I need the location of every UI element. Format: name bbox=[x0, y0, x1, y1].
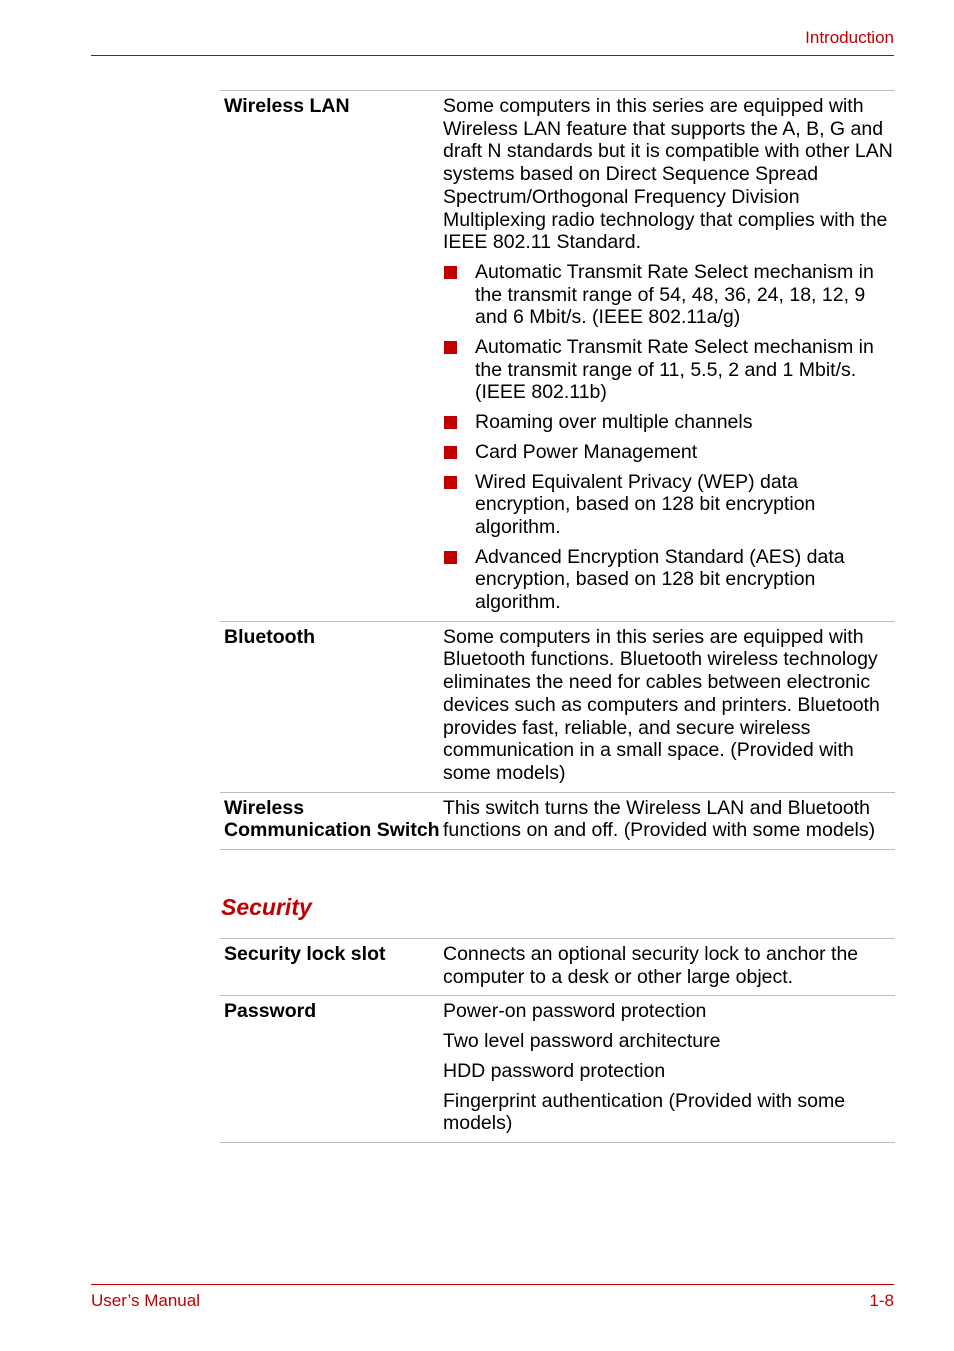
section-heading-security: Security bbox=[221, 894, 312, 920]
square-bullet-icon bbox=[444, 416, 457, 429]
wireless-spec-table bbox=[220, 90, 895, 850]
row-description bbox=[443, 95, 895, 614]
list-item bbox=[443, 546, 895, 614]
footer-divider bbox=[91, 1284, 894, 1285]
list-item bbox=[443, 261, 895, 329]
list-item bbox=[443, 336, 895, 404]
row-term: Security lock slot bbox=[224, 943, 386, 965]
row-description-text: Connects an optional security lock to anchor the computer to a desk or other large object. bbox=[443, 943, 859, 988]
row-description bbox=[443, 1000, 895, 1135]
security-spec-table bbox=[220, 938, 895, 1143]
list-item bbox=[443, 411, 895, 434]
footer-page-number: 1-8 bbox=[869, 1291, 894, 1310]
row-term: Wireless Communication Switch bbox=[224, 796, 440, 842]
row-description-text: This switch turns the Wireless LAN and Bluetooth functions on and off. (Provided with some models) bbox=[443, 796, 876, 842]
list-item-text: Wired Equivalent Privacy (WEP) data encryption, based on 128 bit encryption algorithm. bbox=[475, 470, 816, 538]
row-description-text: Some computers in this series are equipped with Bluetooth functions. Bluetooth wireless technology eliminates the need for cables between electronic devices such as computers and printers. Bluetooth provides fast, reliable, and secure wireless communication in a small space. (Provided with some models) bbox=[443, 625, 880, 784]
feature-bullet-list bbox=[443, 261, 895, 614]
table-row-bluetooth bbox=[220, 622, 895, 793]
password-feature-line: Fingerprint authentication (Provided with some models) bbox=[443, 1089, 846, 1135]
square-bullet-icon bbox=[444, 341, 457, 354]
row-description bbox=[443, 943, 895, 988]
row-term: Wireless LAN bbox=[224, 95, 350, 117]
list-item-text: Roaming over multiple channels bbox=[475, 411, 753, 434]
list-item-text: Advanced Encryption Standard (AES) data encryption, based on 128 bit encryption algorithm. bbox=[475, 545, 845, 614]
password-feature-line: Power-on password protection bbox=[443, 1000, 707, 1023]
password-feature-line: HDD password protection bbox=[443, 1059, 666, 1082]
running-header-title: Introduction bbox=[805, 28, 894, 47]
row-term: Bluetooth bbox=[224, 625, 315, 648]
row-description-text: Some computers in this series are equipped with Wireless LAN feature that supports the A, B, G and draft N standards but it is compatible with other LAN systems based on Direct Sequence Spread Spectrum/Orthogonal Frequency Division Multiplexing radio technology that complies with the IEEE 802.11 Standard. bbox=[443, 95, 893, 254]
password-feature-line: Two level password architecture bbox=[443, 1030, 721, 1053]
table-row-wireless-lan bbox=[220, 91, 895, 622]
table-row-wireless-switch bbox=[220, 793, 895, 850]
table-row-security-lock-slot bbox=[220, 939, 895, 996]
footer-manual-title: User’s Manual bbox=[91, 1291, 200, 1310]
square-bullet-icon bbox=[444, 476, 457, 489]
square-bullet-icon bbox=[444, 446, 457, 459]
row-term: Password bbox=[224, 1000, 317, 1023]
row-description bbox=[443, 797, 895, 842]
list-item bbox=[443, 471, 895, 539]
list-item-text: Automatic Transmit Rate Select mechanism in the transmit range of 11, 5.5, 2 and 1 Mbit/s. (IEEE 802.11b) bbox=[475, 336, 874, 404]
list-item bbox=[443, 441, 895, 464]
header-divider bbox=[91, 55, 894, 56]
table-row-password bbox=[220, 996, 895, 1143]
row-description bbox=[443, 626, 895, 785]
square-bullet-icon bbox=[444, 551, 457, 564]
list-item-text: Automatic Transmit Rate Select mechanism in the transmit range of 54, 48, 36, 24, 18, 12, 9 and 6 Mbit/s. (IEEE 802.11a/g) bbox=[475, 260, 874, 329]
square-bullet-icon bbox=[444, 266, 457, 279]
list-item-text: Card Power Management bbox=[475, 440, 698, 463]
